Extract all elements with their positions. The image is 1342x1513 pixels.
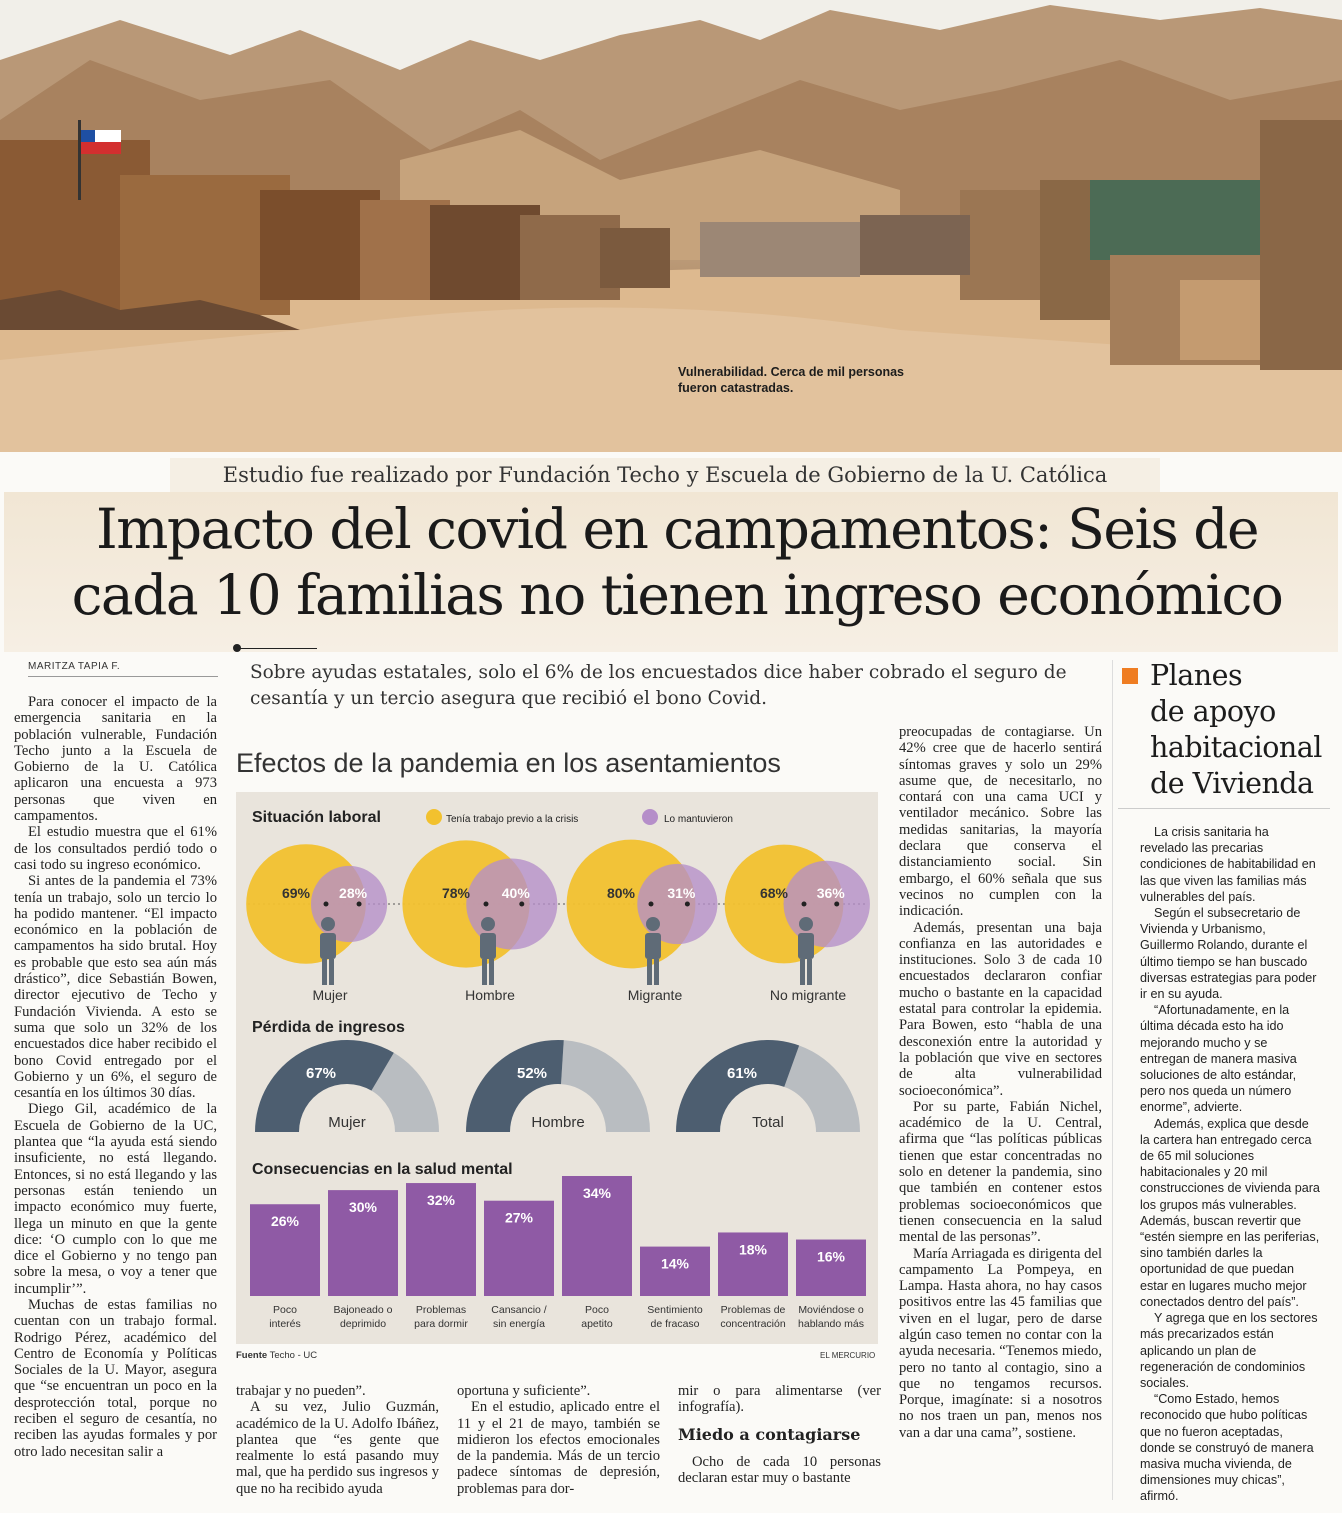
- section-title-perdida: Pérdida de ingresos: [252, 1019, 405, 1036]
- person-icon: [800, 959, 805, 985]
- paragraph: El estudio muestra que el 61% de los consultados perdió todo o casi todo su ingreso económico.: [14, 824, 217, 873]
- sidebar-rule: [1118, 808, 1330, 809]
- bar-value: 32%: [426, 1192, 456, 1209]
- venn-value-mantuvieron: 40%: [501, 885, 530, 901]
- bar-category-label: Cansancio /: [491, 1304, 547, 1316]
- sidebar-paragraph: Y agrega que en los sectores más precarizados están aplicando un plan de regeneración de condominios sociales.: [1140, 1311, 1318, 1390]
- bar-value: 18%: [738, 1241, 768, 1258]
- venn-dot: [357, 902, 362, 907]
- headline-line2: cada 10 familias no tienen ingreso económico: [71, 563, 1283, 627]
- sidebar-title-line: Planes: [1150, 659, 1243, 692]
- person-icon: [329, 959, 334, 985]
- bar-category-label: Moviéndose o: [798, 1304, 864, 1316]
- source-value: Techo - UC: [269, 1350, 318, 1361]
- person-icon: [646, 917, 660, 931]
- subhead: Miedo a contagiarse: [678, 1424, 861, 1444]
- paragraph: mir o para alimentarse (ver infografía).: [678, 1383, 881, 1416]
- paragraph: Diego Gil, académico de la Escuela de Gobierno de la UC, plantea que “la ayuda está siendo insuficiente, no está llegando. Entonces, si no está llegando y las personas están teniendo un impacto económico muy fuerte, llega un minuto en que la gente dice: ‘O cumplo con lo que me dice el Gobierno y no tengo pan sobre la mesa, o voy a tener que incumplir’”.: [14, 1101, 217, 1297]
- body-column-5: [899, 724, 1102, 1441]
- legend-label-mantuvieron: Lo mantuvieron: [664, 814, 733, 825]
- photo-caption-line1: Vulnerabilidad. Cerca de mil personas: [678, 365, 905, 379]
- venn-value-mantuvieron: 31%: [667, 885, 696, 901]
- person-icon: [321, 917, 335, 931]
- source-line: [236, 1350, 317, 1361]
- venn-circle-mantuvieron: [466, 858, 557, 949]
- bar-category-label: Bajoneado o: [333, 1304, 393, 1316]
- person-icon: [322, 959, 327, 985]
- bar-category-label: Problemas: [415, 1304, 467, 1316]
- sidebar-paragraph: “Afortunadamente, en la última década esto ha ido mejorando mucho y se entregan de manera masiva soluciones de alto estándar, pero nos queda un número enorme”, advierte.: [1140, 1003, 1297, 1115]
- infographic-panel: [236, 792, 878, 1344]
- venn-dot: [802, 902, 807, 907]
- body-column-4: [678, 1383, 881, 1486]
- sidebar-body: [1140, 824, 1320, 1505]
- paragraph: María Arriagada es dirigenta del campamento La Pompeya, en Lampa. Hasta ahora, no hay casos positivos entre las 45 familias que viven en el lugar, pero de darse algún caso temen no contar con la ayuda necesaria. “Tenemos miedo, pero no tanto al contagio, sino a que no tengamos recursos. Porque, imagínate: si a nosotros no nos traen un pan, menos nos van a dar una cama”, sostiene.: [899, 1245, 1102, 1441]
- bar-category-label: sin energía: [493, 1318, 545, 1330]
- sidebar-title: [1150, 658, 1330, 802]
- person-icon: [647, 959, 652, 985]
- legend-label-previo: Tenía trabajo previo a la crisis: [446, 814, 579, 825]
- bar-category-label: Sentimiento: [647, 1304, 703, 1316]
- kicker: Estudio fue realizado por Fundación Techo y Escuela de Gobierno de la U. Católica: [170, 458, 1160, 492]
- hero-photo-illustration: [0, 0, 1342, 452]
- byline-rule: [237, 648, 317, 649]
- photo-caption-line2: fueron catastradas.: [678, 381, 794, 395]
- gauge-remaining: [784, 1045, 860, 1132]
- headline: [22, 496, 1332, 628]
- bar-category-label: apetito: [581, 1318, 613, 1330]
- bar-value: 26%: [270, 1213, 300, 1230]
- venn-dot: [834, 902, 839, 907]
- paragraph: Ocho de cada 10 personas declaran estar muy o bastante: [678, 1453, 881, 1486]
- gauge-category-label: Mujer: [328, 1114, 366, 1131]
- venn-value-previo: 80%: [606, 885, 636, 901]
- bar-category-label: interés: [269, 1318, 301, 1330]
- venn-category-label: Mujer: [312, 987, 348, 1003]
- venn-dot: [324, 902, 329, 907]
- headline-line1: Impacto del covid en campamentos: Seis de: [95, 497, 1259, 561]
- sidebar-paragraph: “Como Estado, hemos reconocido que hubo políticas que no fueron aceptadas, donde se construyó de manera masiva mucha vivienda, de dimensiones muy chicas”, afirmó.: [1140, 1392, 1314, 1504]
- sidebar-divider: [1112, 660, 1113, 1500]
- photo-caption: [678, 364, 938, 396]
- gauge-category-label: Total: [752, 1114, 784, 1131]
- venn-dot: [519, 902, 524, 907]
- bar-category-label: deprimido: [339, 1318, 387, 1330]
- venn-dot: [484, 902, 489, 907]
- body-column-2: [236, 1383, 439, 1497]
- person-icon: [482, 959, 487, 985]
- venn-circle-mantuvieron: [311, 866, 387, 942]
- gauge-value: 52%: [516, 1065, 548, 1082]
- gauge-value: 61%: [726, 1065, 758, 1082]
- paragraph: oportuna y suficiente”.: [457, 1383, 591, 1399]
- body-column-1: [14, 694, 217, 1460]
- venn-category-label: Hombre: [465, 987, 515, 1003]
- person-icon: [480, 933, 496, 959]
- bar-category-label: Problemas de: [720, 1304, 786, 1316]
- bar-value: 30%: [348, 1199, 378, 1216]
- bar-category-label: hablando más: [798, 1318, 864, 1330]
- person-icon: [807, 959, 812, 985]
- byline: MARITZA TAPIA F.: [28, 661, 121, 672]
- sidebar-paragraph: Según el subsecretario de Vivienda y Urbanismo, Guillermo Rolando, durante el último tiempo se han buscado diversas estrategias para poder ir en su ayuda.: [1140, 906, 1317, 1002]
- bar-value: 14%: [660, 1255, 690, 1272]
- paragraph: Por su parte, Fabián Nichel, académico de la U. Central, afirma que “las políticas públicas tienen que estar concentradas no solo en detener la pandemia, sino que también en contener estos problemas socioeconómicos que tienen consecuencia en la salud mental de las personas”.: [899, 1098, 1102, 1246]
- venn-value-previo: 69%: [281, 885, 311, 901]
- gauge-fill: [255, 1040, 394, 1132]
- infographic-svg: [236, 792, 878, 1344]
- sidebar-title-line: habitacional: [1150, 731, 1322, 764]
- sidebar-title-line: de apoyo: [1150, 695, 1276, 728]
- sidebar-marker: [1122, 668, 1138, 684]
- gauge-category-label: Hombre: [531, 1114, 585, 1131]
- paragraph: Muchas de estas familias no cuentan con un trabajo formal. Rodrigo Pérez, académico del Centro de Economía y Políticas Sociales de la U. Mayor, asegura que “se encuentran un poco en la desprotección total, porque no reciben el seguro de cesantía, no reciben las ayudas formales y por otro lado necesitan salir a: [14, 1296, 217, 1460]
- deck: Sobre ayudas estatales, solo el 6% de los encuestados dice haber cobrado el seguro de cesantía y un tercio asegura que recibió el bono Covid.: [250, 662, 1067, 709]
- venn-category-label: No migrante: [769, 987, 847, 1003]
- paragraph: Si antes de la pandemia el 73% tenía un trabajo, solo un tercio lo ha podido mantener. “El impacto económico en la población de campamentos ha sido brutal. Hoy es probable que esto sea aún más drástico”, dice Sebastián Bowen, director ejecutivo de Techo y Fundación Vivienda. A esto se suma que solo un 32% de los encuestados dice haber recibido el bono Covid entregado por el Gobierno y un 6%, el seguro de cesantía en los últimos 30 días.: [14, 873, 217, 1102]
- person-icon: [799, 917, 813, 931]
- infographic-title: Efectos de la pandemia en los asentamientos: [236, 748, 781, 778]
- newspaper-credit: EL MERCURIO: [820, 1351, 876, 1360]
- paragraph: A su vez, Julio Guzmán, académico de la U. Adolfo Ibáñez, plantea que “es gente que realmente lo está pasando muy mal, que ha perdido sus ingresos y que no ha recibido ayuda: [236, 1399, 439, 1497]
- person-icon: [481, 917, 495, 931]
- legend-swatch-yellow: [426, 809, 442, 825]
- bar-category-label: de fracaso: [650, 1318, 700, 1330]
- byline-divider: [28, 676, 218, 677]
- bar-value: 27%: [504, 1209, 534, 1226]
- bar-value: 34%: [582, 1185, 612, 1201]
- venn-category-label: Migrante: [627, 987, 683, 1003]
- bar-category-label: para dormir: [414, 1318, 468, 1330]
- paragraph: trabajar y no pueden”.: [236, 1383, 366, 1399]
- section-title-situacion: Situación laboral: [252, 809, 381, 826]
- bar-value: 16%: [816, 1248, 846, 1265]
- source-label: Fuente: [236, 1350, 268, 1361]
- venn-circle-mantuvieron: [784, 861, 870, 947]
- paragraph: Para conocer el impacto de la emergencia sanitaria en la población vulnerable, Fundación Techo junto a la Escuela de Gobierno de la U. Católica aplicaron una encuesta a 973 personas que viven en campamentos.: [14, 694, 217, 825]
- person-icon: [798, 933, 814, 959]
- venn-value-mantuvieron: 36%: [816, 885, 845, 901]
- venn-dot: [649, 902, 654, 907]
- person-icon: [654, 959, 659, 985]
- bar-category-label: concentración: [720, 1318, 786, 1330]
- venn-value-previo: 68%: [759, 885, 789, 901]
- bar-category-label: Poco: [585, 1304, 609, 1316]
- venn-dot: [685, 902, 690, 907]
- body-column-3: [457, 1383, 660, 1497]
- sidebar-paragraph: Además, explica que desde la cartera han entregado cerca de 65 mil soluciones habitacionales y 20 mil construcciones de vivienda para los grupos más vulnerables. Además, buscan revertir que “estén siempre en las periferias, sino también darles la oportunidad de que puedan estar en lugares mucho mejor conectados dentro del país”.: [1140, 1116, 1320, 1309]
- sidebar-paragraph: La crisis sanitaria ha revelado las precarias condiciones de habitabilidad en las que viven las familias más vulnerables del país.: [1140, 825, 1316, 904]
- person-icon: [320, 933, 336, 959]
- sidebar-title-line: de Vivienda: [1150, 767, 1314, 800]
- paragraph: Además, presentan una baja confianza en las autoridades e instituciones. Solo 3 de cada 10 encuestados declararon confiar mucho o bastante en la capacidad estatal para controlar la epidemia. Para Bowen, esto “habla de una desconexión entre la autoridad y la población que vive en sectores de alta vulnerabilidad socioeconómica”.: [899, 919, 1102, 1099]
- paragraph: preocupadas de contagiarse. Un 42% cree que de hacerlo sentirá síntomas graves y solo un 29% asume que, de necesitarlo, no contará con una cama UCI y ventilador mecánico. Sobre las medidas sanitarias, la mayoría declara que conserva el distanciamiento social. Sin embargo, el 60% señala que sus vecinos no cumplen con la indicación.: [899, 724, 1102, 920]
- venn-value-previo: 78%: [441, 885, 471, 901]
- person-icon: [645, 933, 661, 959]
- person-icon: [489, 959, 494, 985]
- gauge-value: 67%: [305, 1065, 337, 1082]
- bar-category-label: Poco: [273, 1304, 297, 1316]
- hero-photo: [0, 0, 1342, 452]
- paragraph: En el estudio, aplicado entre el 11 y el 21 de mayo, también se midieron los efectos emocionales de la pandemia. Más de un tercio padece síntomas de depresión, problemas para dor-: [457, 1399, 660, 1497]
- section-title-salud: Consecuencias en la salud mental: [252, 1161, 513, 1178]
- venn-value-mantuvieron: 28%: [339, 885, 368, 901]
- legend-swatch-purple: [642, 809, 658, 825]
